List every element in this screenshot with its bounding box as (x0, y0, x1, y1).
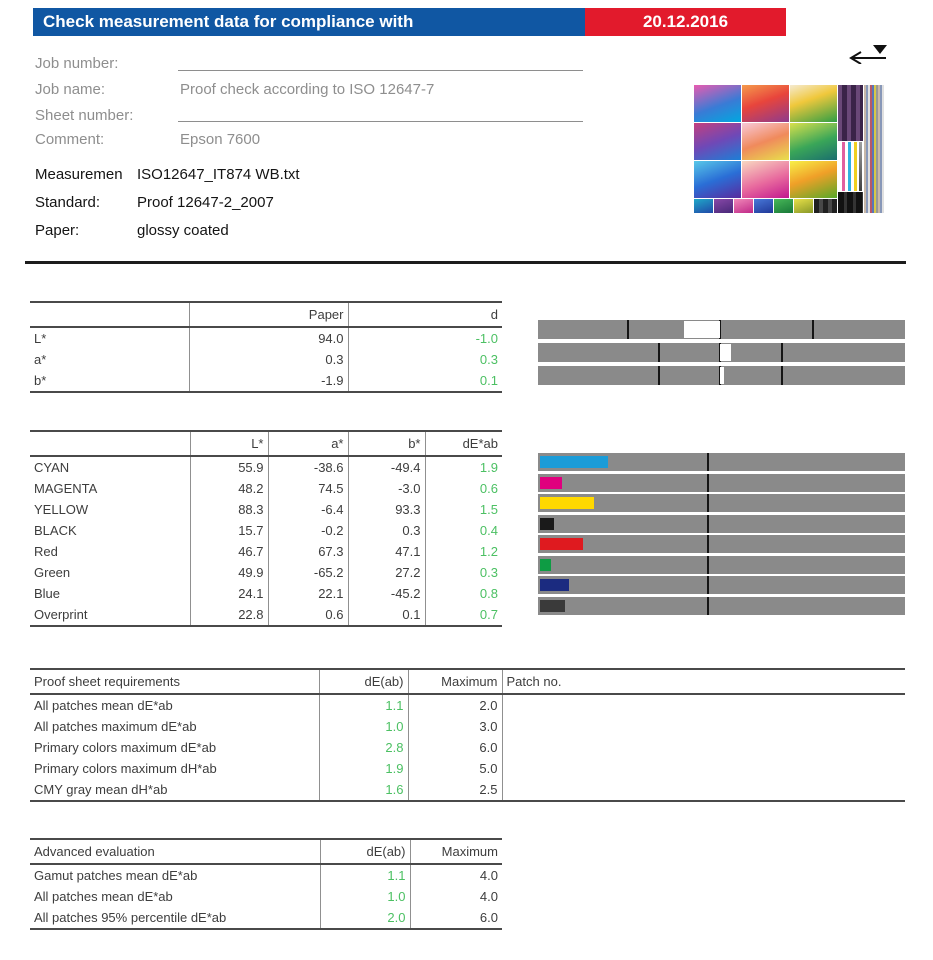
maximum-value: 2.5 (408, 779, 502, 801)
table-row (30, 716, 905, 737)
dE-value: 0.3 (425, 562, 502, 583)
paper-label: Paper: (35, 222, 80, 239)
standard-value: Proof 12647-2_2007 (137, 194, 274, 211)
b-value: -3.0 (348, 478, 425, 499)
patch-number (502, 716, 905, 737)
table-row (30, 758, 905, 779)
b-value: -49.4 (348, 456, 425, 478)
dE-value: 1.0 (319, 716, 408, 737)
job-name-label: Job name: (35, 81, 106, 98)
table-row (30, 583, 502, 604)
maximum-value: 5.0 (408, 758, 502, 779)
return-arrow-icon[interactable] (846, 42, 888, 64)
row-label: All patches mean dE*ab (34, 698, 173, 713)
table-row (30, 737, 905, 758)
maximum-value: 4.0 (410, 864, 502, 886)
table-row (30, 562, 502, 583)
column-header: d (348, 302, 502, 327)
dE-value: 1.2 (425, 541, 502, 562)
deviation-indicator (684, 321, 720, 338)
scale-tick (707, 453, 709, 471)
table-row (30, 499, 502, 520)
row-label: Primary colors maximum dH*ab (34, 761, 217, 776)
scale-tick (812, 320, 814, 339)
paper-value: glossy coated (137, 222, 229, 239)
column-header: Maximum (410, 839, 502, 864)
ink-deviation-bar-magenta (538, 474, 905, 492)
paper-deviation-bar-b (538, 366, 905, 385)
scale-tick (658, 366, 660, 385)
page-title: Check measurement data for compliance with (33, 8, 585, 36)
table-row (30, 349, 502, 370)
row-label: a* (34, 352, 47, 367)
measurement-value: ISO12647_IT874 WB.txt (137, 166, 300, 183)
paper-deviation-bar-a (538, 343, 905, 362)
ink-deviation-bar-yellow (538, 494, 905, 512)
a-value: -65.2 (268, 562, 348, 583)
row-label: Green (34, 565, 71, 580)
scale-tick (707, 474, 709, 492)
table-row (30, 370, 502, 392)
requirements-table (30, 668, 905, 802)
L-value: 88.3 (190, 499, 268, 520)
patch-number (502, 779, 905, 801)
dE-value: 0.7 (425, 604, 502, 626)
deviation-indicator (720, 367, 724, 384)
advanced-table (30, 838, 502, 930)
paper-deviation-bars (538, 320, 905, 386)
dE-bar-fill (540, 497, 594, 509)
ink-deviation-bar-cyan (538, 453, 905, 471)
maximum-value: 2.0 (408, 694, 502, 716)
row-label: Red (34, 544, 58, 559)
table-row (30, 864, 502, 886)
scale-tick (781, 366, 783, 385)
dE-value: 1.9 (319, 758, 408, 779)
L-value: 22.8 (190, 604, 268, 626)
deviation-value: 0.3 (348, 349, 502, 370)
dE-value: 0.4 (425, 520, 502, 541)
deviation-value: -1.0 (348, 327, 502, 349)
column-header: Paper (189, 302, 348, 327)
dE-value: 1.1 (319, 694, 408, 716)
table-row (30, 520, 502, 541)
patch-number (502, 737, 905, 758)
patch-number (502, 758, 905, 779)
scale-tick (707, 515, 709, 533)
a-value: 67.3 (268, 541, 348, 562)
table-row (30, 694, 905, 716)
b-value: 93.3 (348, 499, 425, 520)
column-header: dE(ab) (319, 669, 408, 694)
scale-tick (707, 597, 709, 615)
measurement-label: Measuremen (35, 166, 123, 183)
table-row (30, 327, 502, 349)
b-value: 47.1 (348, 541, 425, 562)
a-value: -38.6 (268, 456, 348, 478)
L-value: 46.7 (190, 541, 268, 562)
color-test-chart (694, 85, 884, 213)
table-row (30, 604, 502, 626)
a-value: -0.2 (268, 520, 348, 541)
scale-tick (707, 576, 709, 594)
dE-value: 2.0 (320, 907, 410, 929)
L-value: 24.1 (190, 583, 268, 604)
maximum-value: 3.0 (408, 716, 502, 737)
paper-value: 94.0 (189, 327, 348, 349)
row-label: L* (34, 331, 47, 346)
column-header: dE(ab) (320, 839, 410, 864)
L-value: 15.7 (190, 520, 268, 541)
job-name-value: Proof check according to ISO 12647-7 (180, 81, 435, 98)
scale-tick (658, 343, 660, 362)
table-row (30, 478, 502, 499)
row-label: All patches 95% percentile dE*ab (34, 910, 227, 925)
dE-value: 1.6 (319, 779, 408, 801)
ink-deviation-bars (538, 453, 905, 618)
sheet-number-field (178, 121, 583, 122)
scale-tick (627, 320, 629, 339)
table-header-row (30, 669, 905, 694)
table-row (30, 886, 502, 907)
dE-bar-fill (540, 559, 551, 571)
paper-deviation-bar-L (538, 320, 905, 339)
sheet-number-label: Sheet number: (35, 107, 134, 124)
dE-value: 2.8 (319, 737, 408, 758)
b-value: 0.3 (348, 520, 425, 541)
report-header (33, 8, 786, 36)
dE-value: 0.8 (425, 583, 502, 604)
ink-deviation-bar-blue (538, 576, 905, 594)
ink-deviation-bar-green (538, 556, 905, 574)
maximum-value: 6.0 (408, 737, 502, 758)
row-label: Blue (34, 586, 61, 601)
dE-bar-fill (540, 600, 565, 612)
table-row (30, 541, 502, 562)
scale-tick (707, 535, 709, 553)
b-value: 0.1 (348, 604, 425, 626)
paper-value: 0.3 (189, 349, 348, 370)
row-label: CMY gray mean dH*ab (34, 782, 168, 797)
ink-deviation-bar-black (538, 515, 905, 533)
dE-value: 1.1 (320, 864, 410, 886)
scale-tick (781, 343, 783, 362)
dE-value: 1.9 (425, 456, 502, 478)
table-header-row (30, 302, 502, 327)
row-label: Gamut patches mean dE*ab (34, 868, 198, 883)
deviation-indicator (720, 344, 731, 361)
dE-bar-fill (540, 538, 583, 550)
ink-deviation-bar-red (538, 535, 905, 553)
column-header: Proof sheet requirements (34, 674, 180, 689)
L-value: 48.2 (190, 478, 268, 499)
row-label: All patches maximum dE*ab (34, 719, 197, 734)
table-header-row (30, 839, 502, 864)
scale-tick (707, 494, 709, 512)
patch-number (502, 694, 905, 716)
table-header-row (30, 431, 502, 456)
maximum-value: 4.0 (410, 886, 502, 907)
section-divider (25, 261, 906, 264)
column-header (30, 431, 190, 456)
paper-table (30, 301, 502, 393)
row-label: MAGENTA (34, 481, 98, 496)
scale-tick (707, 556, 709, 574)
standard-label: Standard: (35, 194, 101, 211)
dE-bar-fill (540, 518, 554, 530)
L-value: 49.9 (190, 562, 268, 583)
b-value: 27.2 (348, 562, 425, 583)
column-header: a* (268, 431, 348, 456)
row-label: Overprint (34, 607, 88, 622)
a-value: 74.5 (268, 478, 348, 499)
deviation-value: 0.1 (348, 370, 502, 392)
row-label: CYAN (34, 460, 70, 475)
dE-bar-fill (540, 456, 608, 468)
column-header (30, 302, 189, 327)
column-header: Maximum (408, 669, 502, 694)
column-header: L* (190, 431, 268, 456)
row-label: b* (34, 373, 47, 388)
L-value: 55.9 (190, 456, 268, 478)
dE-value: 0.6 (425, 478, 502, 499)
maximum-value: 6.0 (410, 907, 502, 929)
dE-value: 1.0 (320, 886, 410, 907)
comment-value: Epson 7600 (180, 131, 261, 148)
table-row (30, 456, 502, 478)
b-value: -45.2 (348, 583, 425, 604)
column-header: dE*ab (425, 431, 502, 456)
row-label: BLACK (34, 523, 77, 538)
dE-value: 1.5 (425, 499, 502, 520)
a-value: 22.1 (268, 583, 348, 604)
paper-value: -1.9 (189, 370, 348, 392)
row-label: All patches mean dE*ab (34, 889, 173, 904)
dE-bar-fill (540, 579, 569, 591)
column-header: Advanced evaluation (34, 844, 155, 859)
report-date: 20.12.2016 (585, 8, 786, 36)
row-label: YELLOW (34, 502, 89, 517)
comment-label: Comment: (35, 131, 105, 148)
job-number-label: Job number: (35, 55, 119, 72)
dE-bar-fill (540, 477, 562, 489)
job-number-field (178, 70, 583, 71)
ink-table (30, 430, 502, 627)
a-value: -6.4 (268, 499, 348, 520)
column-header: Patch no. (502, 669, 905, 694)
table-row (30, 779, 905, 801)
column-header: b* (348, 431, 425, 456)
ink-deviation-bar-overprint (538, 597, 905, 615)
a-value: 0.6 (268, 604, 348, 626)
table-row (30, 907, 502, 929)
row-label: Primary colors maximum dE*ab (34, 740, 217, 755)
